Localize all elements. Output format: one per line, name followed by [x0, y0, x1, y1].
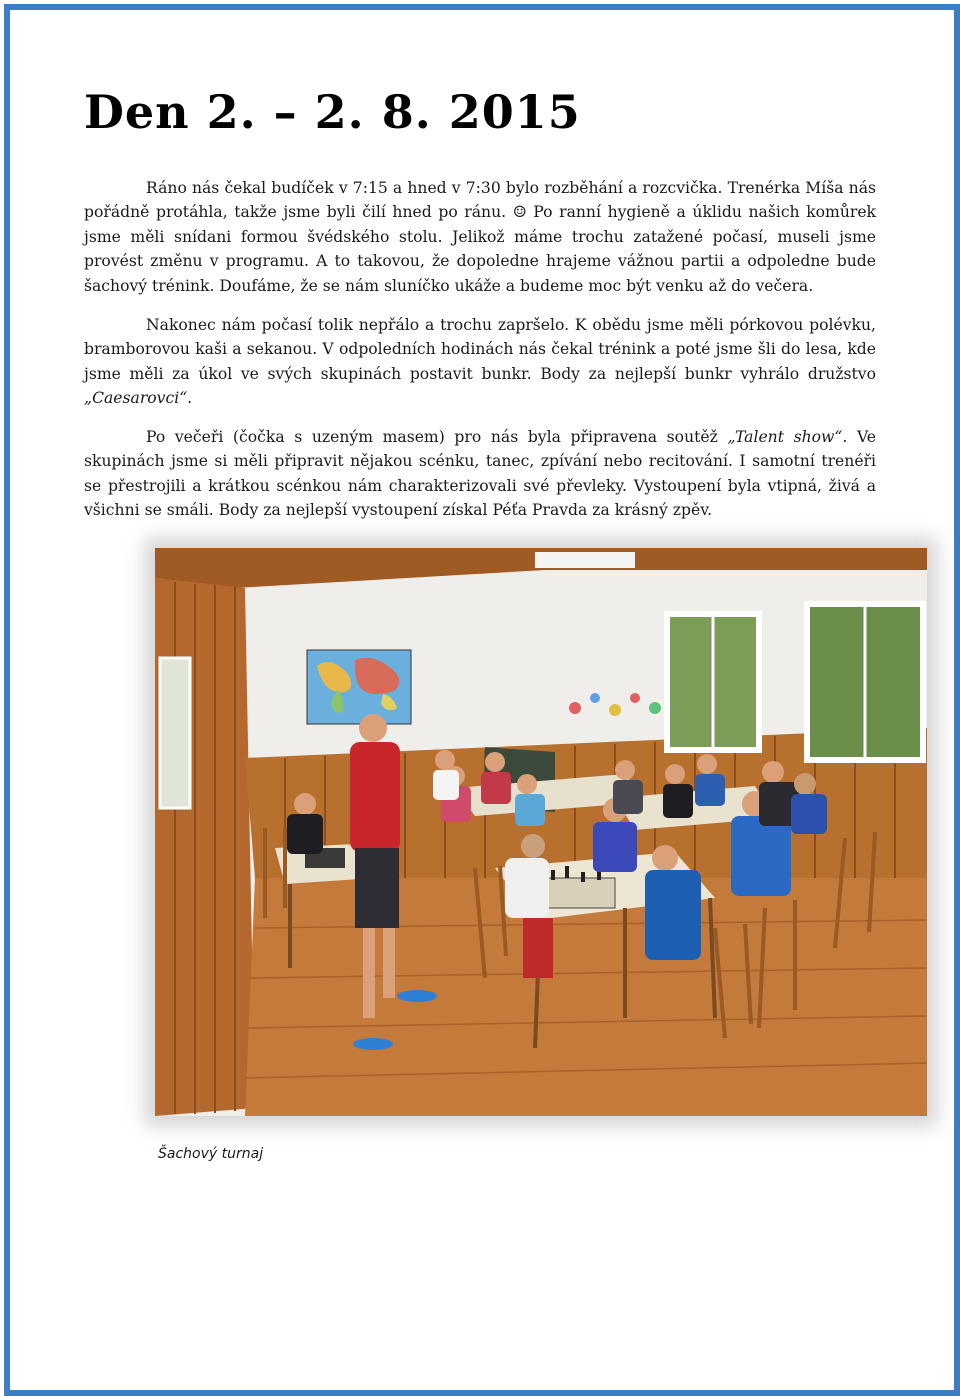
team-name: „Caesarovci“. [84, 389, 193, 408]
paragraph-evening [84, 425, 876, 523]
paragraph-evening-text-1: Po večeři (čočka s uzeným masem) pro nás byla připravena soutěž [146, 428, 728, 446]
paragraph-afternoon-text: Nakonec nám počasí tolik nepřálo a trochu zapršelo. K obědu jsme měli pórkovou polévku, bramborovou kaši a sekanou. V odpoledních hodinách nás čekal trénink a poté jsme šli do lesa, kde jsme měli za úkol ve svých skupinách postavit bunkr. Body za nejlepší bunkr vyhrálo družstvo [84, 316, 876, 383]
paragraph-evening-text-2: Ve skupinách jsme si měli připravit nějakou scénku, tanec, zpívání nebo recitování. I samotní trenéři se přestrojili a krátkou scénkou nám charakterizovali své převleky. Vystoupení byla vtipná, živá a všichni se smáli. Body za nejlepší vystoupení získal Péťa Pravda za krásný zpěv. [84, 428, 877, 520]
chess-tournament-photo [155, 548, 927, 1116]
paragraph-morning-text: Ráno nás čekal budíček v 7:15 a hned v 7:30 bylo rozběhání a rozcvička. Trenérka Míša nás pořádně protáhla, takže jsme byli čilí hned po ránu. ☺ Po ranní hygieně a úklidu našich komůrek jsme měli snídani formou švédského stolu. Jelikož máme trochu zatažené počasí, museli jsme provést změnu v programu. A to takovou, že dopoledne hrajeme vážnou partii a odpoledne bude šachový trénink. Doufáme, že se nám sluníčko ukáže a budeme moc být venku až do večera. [84, 179, 876, 295]
contest-name: „Talent show“. [727, 428, 848, 446]
page-title: Den 2. – 2. 8. 2015 [84, 85, 581, 139]
paragraph-afternoon [84, 313, 876, 411]
paragraph-morning [84, 176, 876, 298]
photo-caption: Šachový turnaj [158, 1146, 264, 1162]
